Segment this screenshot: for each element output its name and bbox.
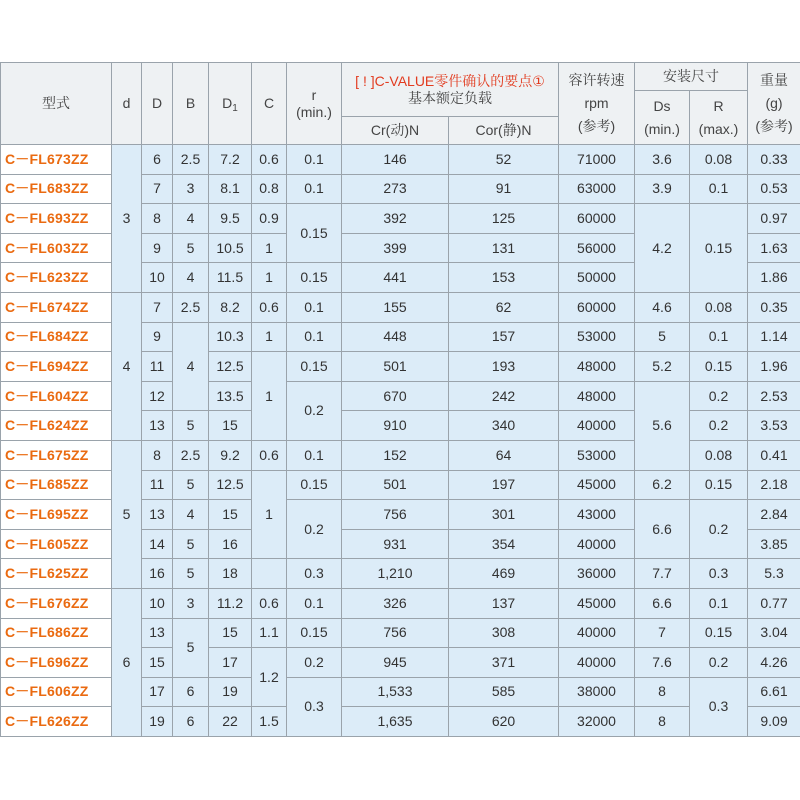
static-load-cell: 153 [449,263,559,293]
model-cell: C－FL603ZZ [1,233,112,263]
model-cell: C－FL695ZZ [1,500,112,530]
speed-cell: 56000 [559,233,635,263]
fillet-radius-cell: 0.1 [690,322,748,352]
ds-cell: 4.2 [635,204,690,293]
bore-cell: 4 [112,292,142,440]
table-row [1,145,800,175]
speed-cell: 40000 [559,411,635,441]
model-cell: C－FL624ZZ [1,411,112,441]
ds-cell: 6.2 [635,470,690,500]
weight-cell: 1.63 [748,233,800,263]
outer-diameter-cell: 8 [142,204,173,234]
ds-cell: 8 [635,677,690,707]
dynamic-load-cell: 1,533 [342,677,449,707]
fillet-radius-cell: 0.08 [690,292,748,322]
width-cell: 2.5 [173,145,209,175]
width-cell: 4 [173,500,209,530]
header-cor: Cor(静)N [449,117,559,145]
flange-diameter-cell: 8.2 [209,292,252,322]
flange-width-cell: 0.6 [252,588,287,618]
outer-diameter-cell: 10 [142,588,173,618]
flange-diameter-cell: 15 [209,618,252,648]
flange-width-cell: 1.2 [252,648,287,707]
outer-diameter-cell: 8 [142,440,173,470]
flange-diameter-cell: 11.2 [209,588,252,618]
outer-diameter-cell: 14 [142,529,173,559]
header-weight: 重量 (g) (参考) [748,63,800,145]
outer-diameter-cell: 13 [142,618,173,648]
table-row [1,292,800,322]
chamfer-cell: 0.15 [287,204,342,263]
flange-width-cell: 1 [252,470,287,559]
speed-cell: 71000 [559,145,635,175]
chamfer-cell: 0.15 [287,618,342,648]
width-cell: 6 [173,707,209,737]
static-load-cell: 197 [449,470,559,500]
fillet-radius-cell: 0.08 [690,145,748,175]
outer-diameter-cell: 19 [142,707,173,737]
fillet-radius-cell: 0.15 [690,618,748,648]
flange-diameter-cell: 12.5 [209,352,252,382]
weight-cell: 2.18 [748,470,800,500]
flange-width-cell: 1.5 [252,707,287,737]
width-cell: 3 [173,174,209,204]
weight-cell: 0.41 [748,440,800,470]
speed-cell: 32000 [559,707,635,737]
weight-cell: 0.53 [748,174,800,204]
fillet-radius-cell: 0.2 [690,648,748,678]
width-cell: 6 [173,677,209,707]
flange-diameter-cell: 12.5 [209,470,252,500]
weight-cell: 0.97 [748,204,800,234]
static-load-cell: 157 [449,322,559,352]
header-d: d [112,63,142,145]
ds-cell: 5.6 [635,381,690,470]
weight-cell: 3.53 [748,411,800,441]
dynamic-load-cell: 152 [342,440,449,470]
flange-width-cell: 0.6 [252,145,287,175]
flange-diameter-cell: 9.5 [209,204,252,234]
bore-cell: 5 [112,440,142,588]
chamfer-cell: 0.3 [287,677,342,736]
outer-diameter-cell: 7 [142,292,173,322]
dynamic-load-cell: 1,635 [342,707,449,737]
model-cell: C－FL674ZZ [1,292,112,322]
width-cell: 5 [173,411,209,441]
dynamic-load-cell: 155 [342,292,449,322]
ds-cell: 6.6 [635,500,690,559]
ds-cell: 7.6 [635,648,690,678]
flange-width-cell: 0.8 [252,174,287,204]
model-cell: C－FL694ZZ [1,352,112,382]
dynamic-load-cell: 501 [342,470,449,500]
dynamic-load-cell: 448 [342,322,449,352]
flange-diameter-cell: 19 [209,677,252,707]
static-load-cell: 620 [449,707,559,737]
weight-cell: 2.84 [748,500,800,530]
static-load-cell: 125 [449,204,559,234]
static-load-cell: 52 [449,145,559,175]
fillet-radius-cell: 0.1 [690,588,748,618]
dynamic-load-cell: 146 [342,145,449,175]
speed-cell: 40000 [559,648,635,678]
header-ds: Ds (min.) [635,91,690,145]
weight-cell: 0.33 [748,145,800,175]
outer-diameter-cell: 15 [142,648,173,678]
fillet-radius-cell: 0.3 [690,559,748,589]
static-load-cell: 308 [449,618,559,648]
load-warning-link[interactable]: [ ! ]C-VALUE零件确认的要点① [355,72,545,89]
model-cell: C－FL604ZZ [1,381,112,411]
fillet-radius-cell: 0.15 [690,352,748,382]
flange-diameter-cell: 10.3 [209,322,252,352]
dynamic-load-cell: 441 [342,263,449,293]
outer-diameter-cell: 16 [142,559,173,589]
flange-diameter-cell: 15 [209,411,252,441]
weight-cell: 5.3 [748,559,800,589]
flange-diameter-cell: 11.5 [209,263,252,293]
fillet-radius-cell: 0.08 [690,440,748,470]
flange-diameter-cell: 17 [209,648,252,678]
header-speed: 容许转速 rpm (参考) [559,63,635,145]
flange-width-cell: 0.6 [252,440,287,470]
model-cell: C－FL693ZZ [1,204,112,234]
static-load-cell: 62 [449,292,559,322]
flange-diameter-cell: 8.1 [209,174,252,204]
dynamic-load-cell: 1,210 [342,559,449,589]
width-cell: 2.5 [173,292,209,322]
outer-diameter-cell: 9 [142,322,173,352]
header-c: C [252,63,287,145]
weight-cell: 1.86 [748,263,800,293]
chamfer-cell: 0.1 [287,174,342,204]
weight-cell: 6.61 [748,677,800,707]
fillet-radius-cell: 0.2 [690,500,748,559]
flange-diameter-cell: 22 [209,707,252,737]
speed-cell: 60000 [559,292,635,322]
ds-cell: 7.7 [635,559,690,589]
chamfer-cell: 0.1 [287,588,342,618]
header-load-group [342,63,559,117]
flange-diameter-cell: 18 [209,559,252,589]
header-cr: Cr(动)N [342,117,449,145]
flange-diameter-cell: 15 [209,500,252,530]
outer-diameter-cell: 13 [142,500,173,530]
width-cell: 5 [173,529,209,559]
flange-width-cell: 0.9 [252,204,287,234]
chamfer-cell: 0.1 [287,322,342,352]
flange-width-cell: 1 [252,233,287,263]
fillet-radius-cell: 0.3 [690,677,748,736]
fillet-radius-cell: 0.15 [690,470,748,500]
model-cell: C－FL684ZZ [1,322,112,352]
weight-cell: 3.85 [748,529,800,559]
table-row [1,588,800,618]
speed-cell: 53000 [559,440,635,470]
weight-cell: 0.77 [748,588,800,618]
width-cell: 2.5 [173,440,209,470]
fillet-radius-cell: 0.2 [690,411,748,441]
model-cell: C－FL623ZZ [1,263,112,293]
header-install: 安装尺寸 [635,63,748,91]
ds-cell: 3.9 [635,174,690,204]
width-cell: 4 [173,263,209,293]
weight-cell: 3.04 [748,618,800,648]
dynamic-load-cell: 945 [342,648,449,678]
chamfer-cell: 0.15 [287,263,342,293]
dynamic-load-cell: 501 [342,352,449,382]
outer-diameter-cell: 12 [142,381,173,411]
outer-diameter-cell: 7 [142,174,173,204]
dynamic-load-cell: 910 [342,411,449,441]
model-cell: C－FL676ZZ [1,588,112,618]
static-load-cell: 64 [449,440,559,470]
bearing-spec-table [0,62,800,737]
dynamic-load-cell: 273 [342,174,449,204]
flange-diameter-cell: 16 [209,529,252,559]
speed-cell: 43000 [559,500,635,530]
bore-cell: 6 [112,588,142,736]
dynamic-load-cell: 756 [342,618,449,648]
model-cell: C－FL606ZZ [1,677,112,707]
header-outer-diameter: D [142,63,173,145]
speed-cell: 38000 [559,677,635,707]
dynamic-load-cell: 756 [342,500,449,530]
ds-cell: 7 [635,618,690,648]
chamfer-cell: 0.2 [287,381,342,440]
width-cell: 5 [173,470,209,500]
load-title: 基本额定负载 [408,89,492,106]
speed-cell: 53000 [559,322,635,352]
ds-cell: 6.6 [635,588,690,618]
static-load-cell: 371 [449,648,559,678]
header-model: 型式 [1,63,112,145]
ds-cell: 3.6 [635,145,690,175]
width-cell: 4 [173,322,209,411]
fillet-radius-cell: 0.15 [690,204,748,293]
speed-cell: 48000 [559,381,635,411]
static-load-cell: 137 [449,588,559,618]
chamfer-cell: 0.2 [287,500,342,559]
static-load-cell: 242 [449,381,559,411]
header-r-max: R (max.) [690,91,748,145]
chamfer-cell: 0.1 [287,145,342,175]
width-cell: 4 [173,204,209,234]
outer-diameter-cell: 11 [142,352,173,382]
weight-cell: 0.35 [748,292,800,322]
flange-width-cell: 1 [252,352,287,441]
outer-diameter-cell: 11 [142,470,173,500]
static-load-cell: 354 [449,529,559,559]
model-cell: C－FL686ZZ [1,618,112,648]
chamfer-cell: 0.1 [287,292,342,322]
speed-cell: 40000 [559,618,635,648]
width-cell: 3 [173,588,209,618]
model-cell: C－FL685ZZ [1,470,112,500]
chamfer-cell: 0.2 [287,648,342,678]
speed-cell: 40000 [559,529,635,559]
speed-cell: 48000 [559,352,635,382]
model-cell: C－FL673ZZ [1,145,112,175]
speed-cell: 45000 [559,470,635,500]
outer-diameter-cell: 6 [142,145,173,175]
dynamic-load-cell: 670 [342,381,449,411]
outer-diameter-cell: 9 [142,233,173,263]
width-cell: 5 [173,618,209,677]
width-cell: 5 [173,233,209,263]
outer-diameter-cell: 17 [142,677,173,707]
static-load-cell: 585 [449,677,559,707]
static-load-cell: 340 [449,411,559,441]
chamfer-cell: 0.1 [287,440,342,470]
fillet-radius-cell: 0.2 [690,381,748,411]
weight-cell: 9.09 [748,707,800,737]
dynamic-load-cell: 931 [342,529,449,559]
ds-cell: 8 [635,707,690,737]
static-load-cell: 131 [449,233,559,263]
fillet-radius-cell: 0.1 [690,174,748,204]
model-cell: C－FL625ZZ [1,559,112,589]
chamfer-cell: 0.15 [287,470,342,500]
static-load-cell: 91 [449,174,559,204]
flange-diameter-cell: 13.5 [209,381,252,411]
outer-diameter-cell: 10 [142,263,173,293]
static-load-cell: 469 [449,559,559,589]
flange-width-cell: 1 [252,263,287,293]
model-cell: C－FL675ZZ [1,440,112,470]
bore-cell: 3 [112,145,142,293]
flange-diameter-cell: 7.2 [209,145,252,175]
weight-cell: 1.96 [748,352,800,382]
dynamic-load-cell: 392 [342,204,449,234]
ds-cell: 4.6 [635,292,690,322]
speed-cell: 60000 [559,204,635,234]
speed-cell: 36000 [559,559,635,589]
flange-diameter-cell: 10.5 [209,233,252,263]
ds-cell: 5 [635,322,690,352]
flange-width-cell: 0.6 [252,292,287,322]
model-cell: C－FL626ZZ [1,707,112,737]
weight-cell: 4.26 [748,648,800,678]
flange-width-cell [252,559,287,589]
weight-cell: 2.53 [748,381,800,411]
model-cell: C－FL605ZZ [1,529,112,559]
dynamic-load-cell: 326 [342,588,449,618]
speed-cell: 45000 [559,588,635,618]
speed-cell: 63000 [559,174,635,204]
static-load-cell: 193 [449,352,559,382]
header-r: r (min.) [287,63,342,145]
chamfer-cell: 0.3 [287,559,342,589]
outer-diameter-cell: 13 [142,411,173,441]
header-d1: $D_1$ [209,63,252,145]
flange-width-cell: 1 [252,322,287,352]
flange-width-cell: 1.1 [252,618,287,648]
ds-cell: 5.2 [635,352,690,382]
chamfer-cell: 0.15 [287,352,342,382]
weight-cell: 1.14 [748,322,800,352]
dynamic-load-cell: 399 [342,233,449,263]
static-load-cell: 301 [449,500,559,530]
width-cell: 5 [173,559,209,589]
model-cell: C－FL683ZZ [1,174,112,204]
speed-cell: 50000 [559,263,635,293]
flange-diameter-cell: 9.2 [209,440,252,470]
model-cell: C－FL696ZZ [1,648,112,678]
header-width: B [173,63,209,145]
